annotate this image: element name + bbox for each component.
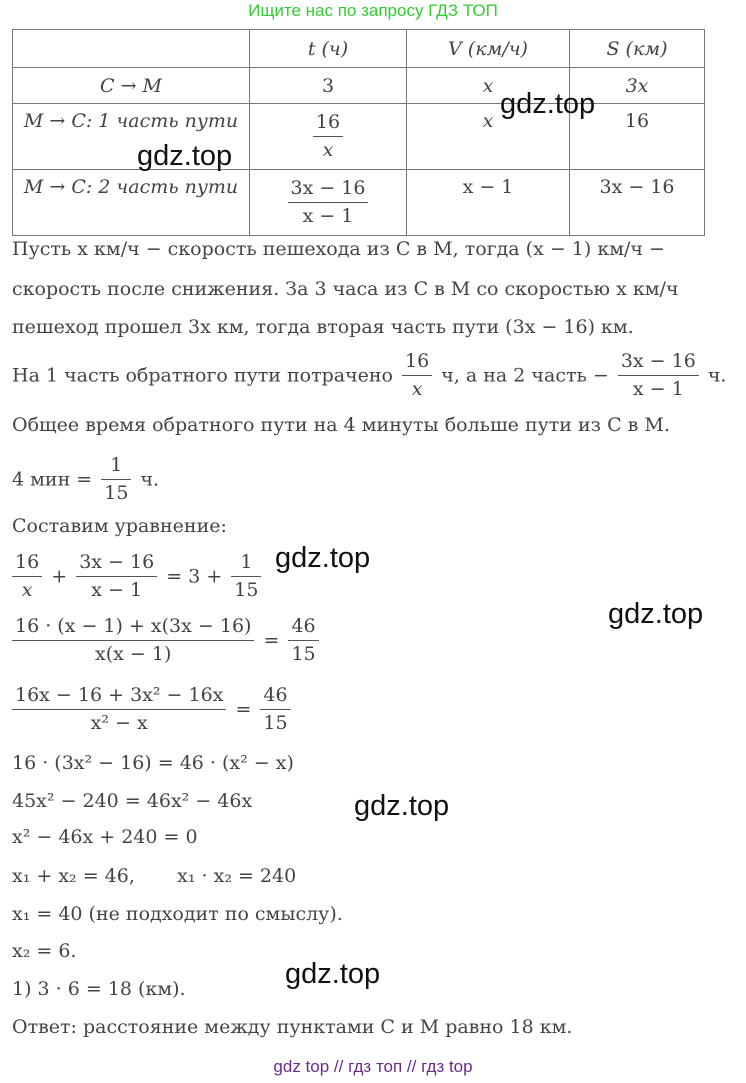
header-banner: Ищите нас по запросу ГДЗ ТОП: [248, 1, 498, 20]
speed-cell: x: [407, 68, 570, 104]
equation-1: $\frac{16}{x}$ + $\frac{3x - 16}{x - 1}$ = 3 + $\frac{1}{15}$: [12, 549, 264, 604]
equation-6: x² − 46x + 240 = 0: [12, 826, 198, 848]
header-cell-time: t (ч): [250, 30, 407, 68]
header-cell-distance: S (км): [570, 30, 705, 68]
table-row: [13, 68, 705, 104]
route-cell: M → C: 2 часть пути: [13, 170, 250, 236]
time-cell: [250, 170, 407, 236]
equation-4: 16 · (3x² − 16) = 46 · (x² − x): [12, 752, 294, 774]
fraction: $\frac{3x - 16}{x - 1}$: [76, 549, 157, 604]
watermark: gdz.top: [354, 790, 450, 822]
time-cell: 3: [250, 68, 407, 104]
header-cell: [13, 30, 250, 68]
table-row: [13, 170, 705, 236]
text-line: Пусть x км/ч − скорость пешехода из С в М, тогда (x − 1) км/ч −: [12, 238, 665, 260]
text-line: Общее время обратного пути на 4 минуты больше пути из С в М.: [12, 414, 670, 436]
distance-cell: 3x: [570, 68, 705, 104]
table-header-row: [13, 30, 705, 68]
footer-banner: gdz top // гдз топ // гдз top: [273, 1057, 473, 1076]
fraction: $\frac{16 \cdot (x - 1) + x(3x - 16)}{x(x - 1)}$: [12, 613, 254, 668]
data-table: [12, 29, 705, 236]
fraction: $\frac{46}{15}$: [260, 682, 290, 737]
fraction: $\frac{3x - 16}{x - 1}$: [288, 175, 369, 230]
text-line-fractions: На 1 часть обратного пути потрачено $\frac{16}{x}$ ч, а на 2 часть − $\frac{3x - 16}{x - 1}$ ч.: [12, 348, 726, 403]
equation-2: $\frac{16 \cdot (x - 1) + x(3x - 16)}{x(x - 1)}$ = $\frac{46}{15}$: [12, 613, 322, 668]
watermark: gdz.top: [500, 88, 596, 120]
watermark: gdz.top: [137, 140, 233, 172]
header-cell-speed: V (км/ч): [407, 30, 570, 68]
speed-cell: x: [407, 104, 570, 170]
equation-10: 1) 3 · 6 = 18 (км).: [12, 978, 186, 1000]
fraction: $\frac{1}{15}$: [231, 549, 261, 604]
route-cell: M → C: 1 часть пути: [13, 104, 250, 170]
equation-8: x₁ = 40 (не подходит по смыслу).: [12, 903, 343, 925]
fraction: $\frac{\text{16x − 16 + 3x² − 16x}}{\text{x² − x}}$: [12, 682, 226, 737]
speed-cell: x − 1: [407, 170, 570, 236]
watermark: gdz.top: [275, 542, 371, 574]
text-line-fraction: 4 мин = $\frac{1}{15}$ ч.: [12, 452, 159, 507]
watermark: gdz.top: [608, 598, 704, 630]
fraction: $\frac{16}{x}$: [313, 109, 343, 164]
fraction: $\frac{46}{15}$: [288, 613, 318, 668]
text-line: пешеход прошел 3x км, тогда вторая часть пути (3x − 16) км.: [12, 316, 634, 338]
watermark: gdz.top: [285, 958, 381, 990]
text-line: скорость после снижения. За 3 часа из С в М со скоростью x км/ч: [12, 278, 679, 300]
distance-cell: 16: [570, 104, 705, 170]
fraction: $\frac{16}{x}$: [12, 549, 42, 604]
answer-line: Ответ: расстояние между пунктами C и M равно 18 км.: [12, 1016, 573, 1038]
fraction: $\frac{3x - 16}{x - 1}$: [618, 348, 699, 403]
distance-cell: 3x − 16: [570, 170, 705, 236]
text-line: Составим уравнение:: [12, 515, 227, 537]
time-cell: [250, 104, 407, 170]
fraction: $\frac{16}{x}$: [402, 348, 432, 403]
route-cell: C → M: [13, 68, 250, 104]
equation-3: $\frac{\text{16x − 16 + 3x² − 16x}}{\text{x² − x}}$ = $\frac{46}{15}$: [12, 682, 294, 737]
table-row: [13, 104, 705, 170]
equation-7: x₁ + x₂ = 46, x₁ · x₂ = 240: [12, 865, 297, 887]
equation-5: 45x² − 240 = 46x² − 46x: [12, 790, 253, 812]
fraction: $\frac{1}{15}$: [101, 452, 131, 507]
equation-9: x₂ = 6.: [12, 940, 77, 962]
